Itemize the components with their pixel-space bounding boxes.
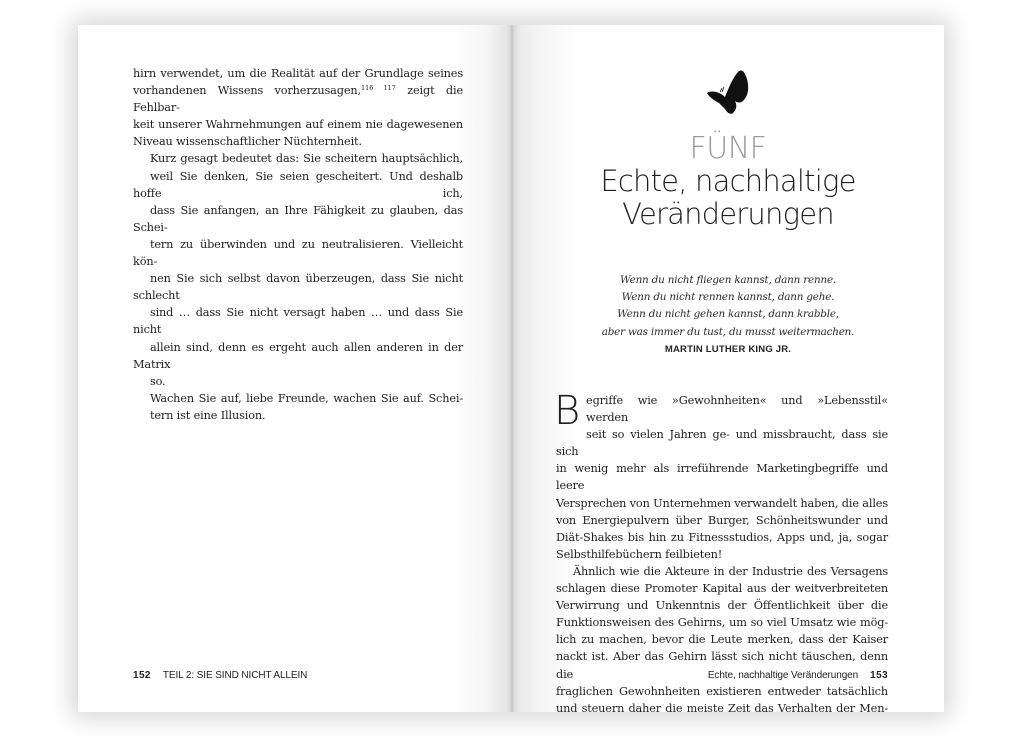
text-line: Selbsthilfebüchern feilbieten!	[556, 547, 723, 561]
paragraph	[133, 150, 463, 389]
drop-cap: B	[554, 388, 581, 434]
running-head: TEIL 2: SIE SIND NICHT ALLEIN	[162, 670, 308, 681]
text-line: nen Sie sich selbst davon überzeugen, dass Sie nicht schlecht	[133, 272, 463, 303]
text-line: tern ist eine Illusion.	[149, 408, 266, 422]
text-line: Funktionsweisen des Gehirns, um so viel Umsatz wie mög-	[556, 616, 888, 630]
page-number: 153	[870, 670, 888, 681]
epigraph-line: Wenn du nicht rennen kannst, dann gehe.	[621, 291, 835, 304]
text-line: so.	[149, 374, 166, 388]
text-line: allein sind, denn es ergeht auch allen anderen in der Matrix	[133, 340, 463, 371]
chapter-heading	[512, 67, 944, 231]
text-line: Versprechen von Unternehmen verwandelt haben, die alles	[556, 496, 888, 510]
text-line: Kurz gesagt bedeutet das: Sie scheitern hauptsächlich,	[149, 152, 463, 166]
text-line: nackt ist. Aber das Gehirn lässt sich nicht täuschen, denn die	[556, 650, 888, 681]
paragraph	[133, 65, 463, 150]
text-line: Verwirrung und Unkenntnis der Öffentlichkeit über die	[556, 599, 888, 613]
text-line: tern zu überwinden und zu neutralisieren. Vielleicht kön-	[133, 237, 463, 269]
text-line: in wenig mehr als irreführende Marketingbegriffe und leere	[556, 462, 888, 493]
page-number: 152	[133, 670, 151, 681]
epigraph-line: Wenn du nicht fliegen kannst, dann renne.	[619, 274, 837, 286]
epigraph	[512, 272, 944, 358]
left-page-body	[133, 65, 463, 424]
paragraph	[554, 388, 888, 563]
text-line: weil Sie denken, Sie seien gescheitert. Und deshalb hoffe ich,	[133, 169, 463, 200]
text-line: hirn verwendet, um die Realität auf der Grundlage seines	[133, 67, 463, 80]
text-line: Diät-Shakes bis hin zu Fitnessstudios, Apps und, ja, sogar	[556, 530, 888, 544]
left-page	[78, 25, 512, 712]
open-book-spread	[78, 25, 944, 712]
text-line: Niveau wissenschaftlicher Nüchternheit.	[133, 135, 362, 149]
text-line: vorhandenen Wissens vorherzusagen,$^{116 117}$ zeigt die Fehlbar-	[133, 84, 463, 115]
epigraph-line: aber was immer du tust, du musst weitermachen.	[601, 325, 855, 338]
paragraph	[556, 563, 888, 712]
text-line: seit so vielen Jahren ge- und missbraucht, dass sie sich	[556, 428, 888, 459]
text-line: dass Sie anfangen, an Ihre Fähigkeit zu glauben, das Schei-	[133, 203, 463, 234]
chapter-title-line: Echte, nachhaltige	[600, 164, 856, 198]
text-line: Wachen Sie auf, liebe Freunde, wachen Sie auf. Schei-	[149, 391, 463, 405]
right-page-footer	[708, 670, 888, 681]
epigraph-line: Wenn du nicht gehen kannst, dann krabble,	[617, 308, 839, 321]
text-line: fraglichen Gewohnheiten existieren entweder tatsächlich	[556, 684, 888, 698]
footnote-reference[interactable]: 116 117	[360, 84, 396, 93]
right-page-body	[554, 388, 888, 712]
text-line: Ähnlich wie die Akteure in der Industrie des Versagens	[572, 564, 888, 578]
left-page-footer	[133, 670, 307, 681]
text-line: sind … dass Sie nicht versagt haben … und dass Sie nicht	[133, 306, 463, 337]
chapter-number: FÜNF	[689, 131, 767, 166]
epigraph-attribution: MARTIN LUTHER KING JR.	[664, 343, 792, 355]
paragraph	[133, 390, 463, 424]
text-line: egriffe wie »Gewohnheiten« und »Lebensstil« werden	[586, 394, 888, 425]
book-spine	[510, 25, 514, 712]
chapter-title-line: Veränderungen	[622, 197, 834, 231]
text-line: lich zu machen, bevor die Leute merken, dass der Kaiser	[556, 633, 888, 647]
running-head: Echte, nachhaltige Veränderungen	[707, 670, 859, 681]
butterfly-icon	[703, 67, 753, 117]
text-line: schlagen diese Promoter Kapital aus der weitverbreiteten	[556, 582, 888, 596]
text-line: von Energiepulvern über Burger, Schönheitswunder und	[556, 513, 888, 527]
right-page	[512, 25, 944, 712]
chapter-title	[512, 165, 944, 231]
text-line: und steuern daher die meiste Zeit das Verhalten der Men-	[556, 701, 888, 712]
text-line: keit unserer Wahrnehmungen auf einem nie dagewesenen	[133, 118, 463, 132]
